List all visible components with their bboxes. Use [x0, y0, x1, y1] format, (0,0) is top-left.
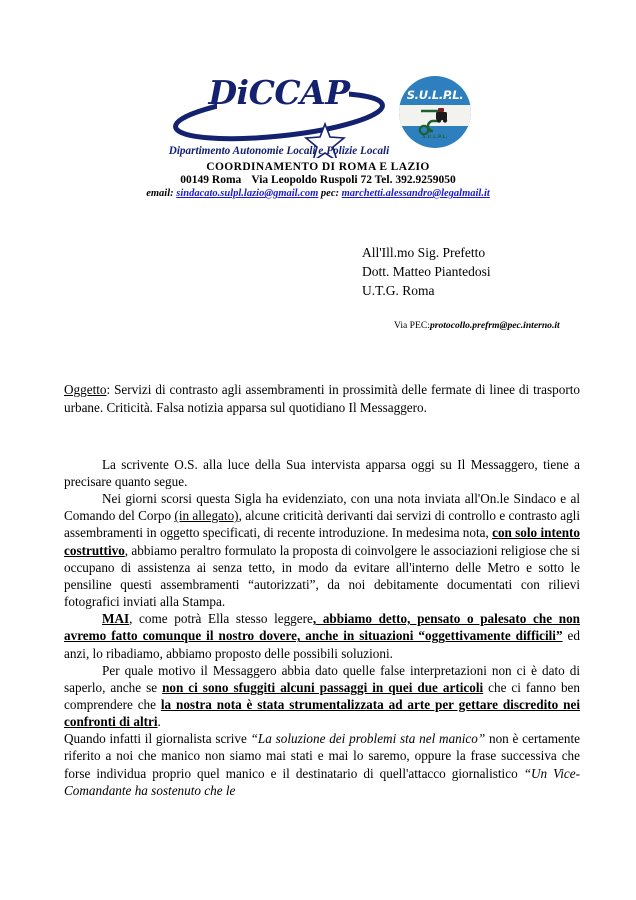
paragraph-1 — [64, 456, 580, 490]
letter-body — [0, 381, 636, 798]
contact-line — [0, 188, 636, 199]
spacer — [64, 416, 580, 456]
p3-main-emphasis: , abbiamo detto, pensato o palesato che non avremo fatto comunque il nostro dovere, anche in situazioni “oggettivamente difficili” — [64, 611, 580, 644]
paragraph-2 — [64, 490, 580, 610]
p5-text-c: non è certamente riferito a noi che manico non siamo mai stati e mai lo saremo, oppure la frase successiva che forse individua proprio quel manico e il destinatario di quell'attacco giornalistico — [64, 731, 580, 781]
subject-label: Oggetto — [64, 382, 107, 398]
subject-line — [64, 381, 580, 415]
recipient-line-3: U.T.G. Roma — [362, 283, 435, 299]
via-pec-label: Via PEC: — [394, 320, 430, 332]
p4-text-a: Per quale motivo il Messaggero abbia dato quelle false interpretazioni non ci è dato di saperlo, anche se — [64, 662, 580, 695]
recipient-line-1: All'Ill.mo Sig. Prefetto — [362, 245, 486, 260]
sulpl-emblem-caption: S.U.L.P.L. — [422, 134, 448, 139]
coordination-line: COORDINAMENTO DI ROMA E LAZIO — [206, 161, 430, 173]
p5-text-a: Quando infatti il giornalista scrive — [64, 731, 251, 747]
p3-text-b: , come potrà Ella stesso leggere — [129, 611, 313, 627]
address-line — [0, 174, 636, 186]
p2-allegato-underline: (in allegato) — [174, 508, 239, 524]
paragraph-3 — [64, 610, 580, 661]
p3-mai-emphasis: MAI — [102, 611, 130, 627]
address-street: Via Leopoldo Ruspoli 72 Tel. 392.9259050 — [251, 174, 456, 186]
p4-passaggi-emphasis: non ci sono sfuggiti alcuni passaggi in quei due articoli — [162, 679, 484, 695]
email-link[interactable]: sindacato.sulpl.lazio@gmail.com — [176, 188, 319, 199]
address-zip-city: 00149 Roma — [180, 174, 242, 186]
diccap-subtitle: Dipartimento Autonomie Locali e Polizie Locali — [168, 145, 390, 157]
pec-link[interactable]: marchetti.alessandro@legalmail.it — [341, 188, 490, 199]
p2-intento-costruttivo-emphasis: con solo intento costruttivo — [64, 525, 581, 558]
p2-text-c: , alcune criticità derivanti dai servizi di controllo e contrasto agli assembramenti in oggetto specificati, di recente introduzione. In medesima nota, — [64, 508, 581, 541]
recipient-block — [0, 243, 636, 300]
p5-quote-2: “Un Vice-Comandante ha sostenuto che le — [64, 765, 580, 798]
paragraph-5 — [64, 730, 580, 799]
p1-text: La scrivente O.S. alla luce della Sua intervista apparsa oggi su Il Messaggero, tiene a precisare quanto segue. — [64, 456, 580, 489]
via-pec-block — [0, 320, 636, 331]
sulpl-wordmark: S.U.L.P.L. — [406, 88, 464, 102]
p4-text-c: che ci fanno ben comprendere che — [64, 679, 580, 712]
paragraph-4 — [64, 662, 580, 731]
p2-text-e: , abbiamo peraltro formulato la proposta di coinvolgere le associazioni religiose che si occupano di assistenza ai senza tetto, in modo da evitare all'interno delle Metro e sotto le pensiline questi assembramenti “autorizzati”, da noi debitamente documentati con rilievi fotografici inviati alla Stampa. — [64, 542, 580, 610]
via-pec-address: protocollo.prefrm@pec.interno.it — [429, 320, 560, 332]
p3-text-d: ed anzi, lo ribadiamo, abbiamo proposto delle possibili soluzioni. — [64, 628, 580, 661]
p2-text-a: Nei giorni scorsi questa Sigla ha evidenziato, con una nota inviata all'On.le Sindaco e al Comando del Corpo — [64, 491, 580, 524]
p4-strumentalizzata-emphasis: la nostra nota è stata strumentalizzata ad arte per gettare discredito nei confronti di altri — [64, 696, 580, 730]
diccap-logo — [165, 72, 393, 158]
p4-text-e: . — [157, 714, 161, 730]
recipient-line-2: Dott. Matteo Piantedosi — [362, 264, 491, 280]
subject-text: Servizi di contrasto agli assembramenti in prossimità delle fermate di linee di trasporto urbane. Criticità. Falsa notizia apparsa sul quotidiano Il Messaggero. — [64, 382, 580, 415]
pec-label: pec: — [320, 188, 339, 199]
subject-separator: : — [106, 382, 115, 398]
sulpl-badge-logo — [399, 76, 471, 148]
logo-row — [0, 72, 636, 158]
diccap-wordmark: DiCCAP — [208, 73, 350, 112]
email-label: email: — [146, 188, 174, 199]
p5-quote-1: “La soluzione dei problemi sta nel manico” — [250, 731, 486, 747]
letterhead — [0, 0, 636, 199]
